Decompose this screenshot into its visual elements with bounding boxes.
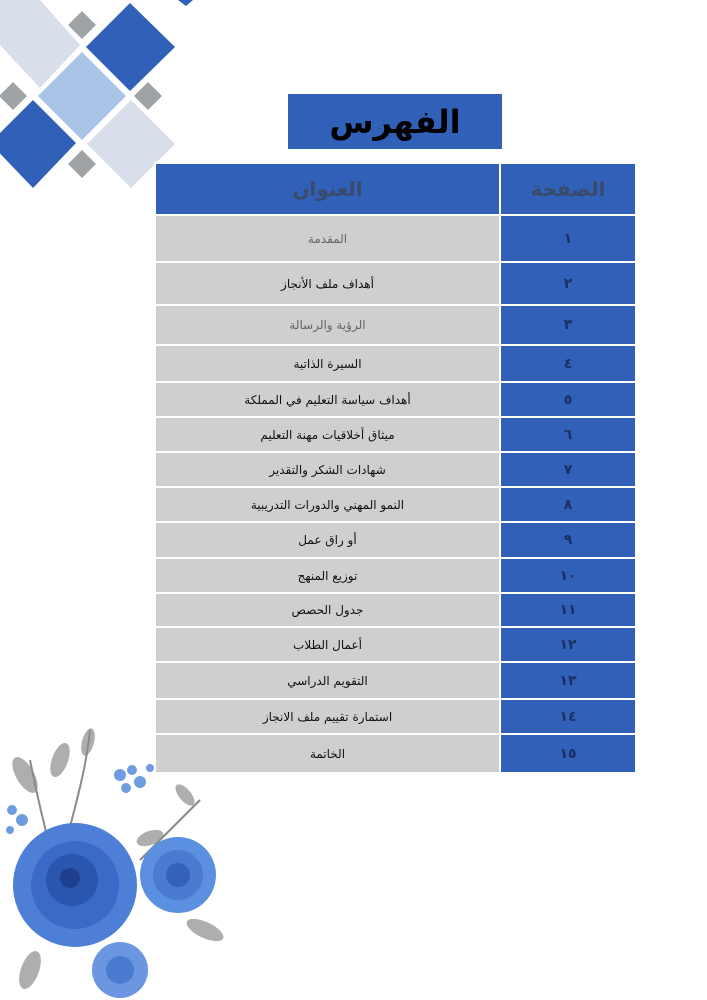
table-row	[155, 382, 636, 417]
row-title: أعمال الطلاب	[155, 627, 500, 662]
row-page-number: ١٢	[500, 627, 636, 662]
row-page-number: ١٤	[500, 699, 636, 734]
tile-gray-small-1	[68, 11, 96, 39]
large-blue-flower	[13, 823, 137, 947]
table-row	[155, 417, 636, 452]
row-title: الرؤية والرسالة	[155, 305, 500, 345]
page-title: الفهرس	[329, 102, 461, 141]
row-title: توزيع المنهج	[155, 558, 500, 593]
table-row	[155, 593, 636, 627]
tile-gray-small-2	[0, 82, 27, 110]
row-page-number: ٨	[500, 487, 636, 522]
table-of-contents	[154, 162, 637, 774]
row-title: أهداف سياسة التعليم في المملكة	[155, 382, 500, 417]
row-page-number: ٤	[500, 345, 636, 382]
header-title: العنوان	[155, 163, 500, 215]
lower-blue-flower	[92, 942, 148, 998]
tile-gray-small-3	[134, 82, 162, 110]
table-row	[155, 262, 636, 305]
table-row	[155, 305, 636, 345]
row-title: أهداف ملف الأنجاز	[155, 262, 500, 305]
table-row	[155, 452, 636, 487]
row-page-number: ١١	[500, 593, 636, 627]
row-page-number: ٣	[500, 305, 636, 345]
rose-flower	[140, 837, 216, 913]
row-title: شهادات الشكر والتقدير	[155, 452, 500, 487]
row-title: النمو المهني والدورات التدريبية	[155, 487, 500, 522]
table-header-row	[155, 163, 636, 215]
row-page-number: ٢	[500, 262, 636, 305]
table-row	[155, 558, 636, 593]
header-page: الصفحة	[500, 163, 636, 215]
table-row	[155, 662, 636, 699]
row-page-number: ١	[500, 215, 636, 262]
row-page-number: ٦	[500, 417, 636, 452]
table-row	[155, 627, 636, 662]
row-title: المقدمة	[155, 215, 500, 262]
tile-blue-corner	[178, 0, 193, 6]
table-row	[155, 522, 636, 558]
row-title: الخاتمة	[155, 734, 500, 773]
table-row	[155, 345, 636, 382]
row-title: السيرة الذاتية	[155, 345, 500, 382]
row-title: استمارة تقييم ملف الانجاز	[155, 699, 500, 734]
row-page-number: ١٥	[500, 734, 636, 773]
table-row	[155, 215, 636, 262]
row-title: أو راق عمل	[155, 522, 500, 558]
blue-flowers-decoration	[0, 720, 240, 1000]
row-page-number: ٧	[500, 452, 636, 487]
row-page-number: ١٠	[500, 558, 636, 593]
row-title: التقويم الدراسي	[155, 662, 500, 699]
table-row	[155, 487, 636, 522]
row-page-number: ٩	[500, 522, 636, 558]
index-title-box	[288, 94, 502, 149]
row-title: جدول الحصص	[155, 593, 500, 627]
row-page-number: ١٣	[500, 662, 636, 699]
row-page-number: ٥	[500, 382, 636, 417]
tile-gray-small-4	[68, 150, 96, 178]
row-title: ميثاق أخلاقيات مهنة التعليم	[155, 417, 500, 452]
